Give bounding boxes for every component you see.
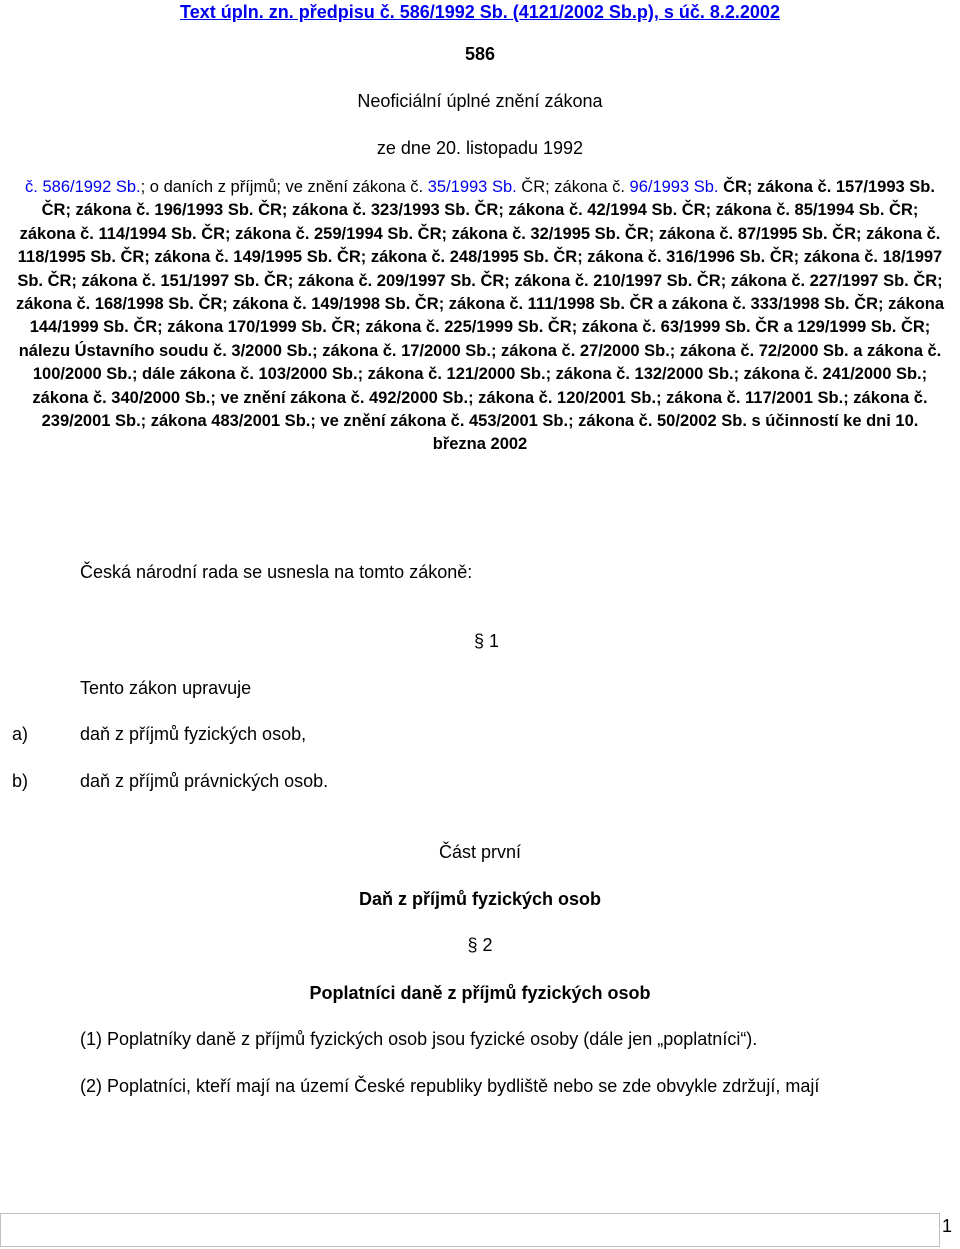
part-heading: Část první [438, 842, 522, 862]
preamble: Česká národní rada se usnesla na tomto zákoně: [80, 562, 473, 582]
paragraph-2: (2) Poplatníci, kteří mají na území České republiky bydliště nebo se zde obvykle zdržují, mají [80, 1076, 820, 1096]
list-item-label-a: a) [12, 724, 29, 744]
footer-box [0, 1213, 940, 1247]
part-title: Daň z příjmů fyzických osob [358, 889, 602, 909]
list-item-b: daň z příjmů právnických osob. [80, 771, 329, 791]
amendment-text-rest: ČR; zákona č. 157/1993 Sb. ČR; zákona č. 196/1993 Sb. ČR; zákona č. 323/1993 Sb. ČR; zákona č. 42/1994 Sb. ČR; zákona č. 85/1994 Sb. ČR; zákona č. 114/1994 Sb. ČR; zákona č. 259/1994 Sb. ČR; zákona č. 32/1995 Sb. ČR; zákona č. 87/1995 Sb. ČR; zákona č. 118/1995 Sb. ČR; zákona č. 149/1995 Sb. ČR; zákona č. 248/1995 Sb. ČR; zákona č. 316/1996 Sb. ČR; zákona č. 18/1997 Sb. ČR; zákona č. 151/1997 Sb. ČR; zákona č. 209/1997 Sb. ČR; zákona č. 210/1997 Sb. ČR; zákona č. 227/1997 Sb. ČR; zákona č. 168/1998 Sb. ČR; zákona č. 149/1998 Sb. ČR; zákona č. 111/1998 Sb. ČR a zákona č. 333/1998 Sb. ČR; zákona 144/1999 Sb. ČR; zákona 170/1999 Sb. ČR; zákona č. 225/1999 Sb. ČR; zákona č. 63/1999 Sb. ČR a 129/1999 Sb. ČR; nálezu Ústavního soudu č. 3/2000 Sb.; zákona č. 17/2000 Sb.; zákona č. 27/2000 Sb.; zákona č. 72/2000 Sb. a zákona č. 100/2000 Sb.; dále zákona č. 103/2000 Sb.; zákona č. 121/2000 Sb.; zákona č. 132/2000 Sb.; zákona č. 241/2000 Sb.; zákona č. 340/2000 Sb.; ve znění zákona č. 492/2000 Sb.; zákona č. 120/2001 Sb.; zákona č. 117/2001 Sb.; zákona č. 239/2001 Sb.; zákona 483/2001 Sb.; ve znění zákona č. 453/2001 Sb.; zákona č. 50/2002 Sb. s účinností ke dni 10. března 2002 [15, 178, 945, 454]
amendment-link-35-1993[interactable]: 35/1993 Sb. [427, 178, 517, 196]
amendment-list [14, 176, 946, 457]
section-1-heading: § 1 [474, 631, 500, 651]
amendment-link-96-1993[interactable]: 96/1993 Sb. [629, 178, 719, 196]
amendment-text: ; o daních z příjmů; ve znění zákona č. [140, 178, 428, 196]
paragraph-1: (1) Poplatníky daně z příjmů fyzických osob jsou fyzické osoby (dále jen „poplatníci“). [80, 1029, 758, 1049]
page-number: 1 [941, 1216, 952, 1236]
law-date: ze dne 20. listopadu 1992 [376, 138, 584, 158]
list-item-a: daň z příjmů fyzických osob, [80, 724, 307, 744]
amendment-text: ČR; zákona č. [516, 178, 630, 196]
law-subtitle: Neoficiální úplné znění zákona [357, 91, 603, 111]
law-link[interactable]: č. 586/1992 Sb. [25, 178, 141, 196]
section-2-heading: § 2 [467, 935, 493, 955]
intro-text: Tento zákon upravuje [80, 678, 252, 698]
list-item-label-b: b) [12, 771, 29, 791]
document-title-link[interactable]: Text úpln. zn. předpisu č. 586/1992 Sb. (4121/2002 Sb.p), s úč. 8.2.2002 [180, 2, 780, 22]
section-2-title: Poplatníci daně z příjmů fyzických osob [309, 983, 651, 1003]
law-number: 586 [464, 44, 496, 64]
